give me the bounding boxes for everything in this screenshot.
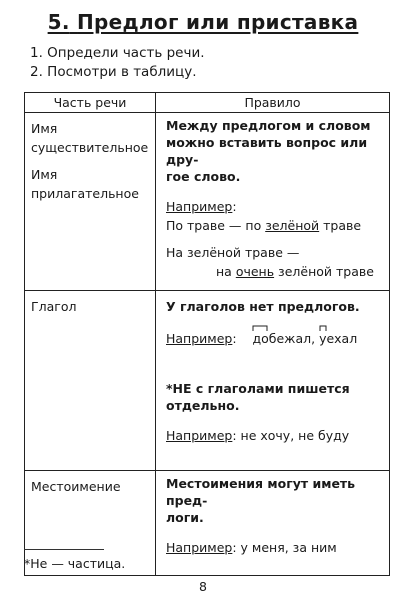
- page-title: [0, 10, 406, 34]
- example-ne: Например: не хочу, не буду: [166, 428, 350, 443]
- footnote-divider: [24, 549, 104, 550]
- footnote: *Не — частица.: [24, 556, 126, 571]
- part-cell-noun: [25, 113, 156, 291]
- note-ne-line1: *НЕ с глаголами пишется: [166, 381, 350, 396]
- note-ne-line2: отдельно.: [166, 398, 240, 413]
- rule-noun-line2: можно вставить вопрос или дру-: [166, 135, 368, 167]
- underlined-word: очень: [235, 264, 275, 279]
- example-noun-2-line2: на очень зелёной траве: [216, 264, 374, 279]
- rule-pronoun-line2: логи.: [166, 510, 204, 525]
- title-text: Предлог или приставка: [77, 10, 359, 34]
- example-pronoun: Например: у меня, за ним: [166, 540, 337, 555]
- prefix-mark-icon: [319, 325, 327, 332]
- instruction-item: 2. Посмотри в таблицу.: [30, 64, 197, 80]
- table-header-row: [25, 93, 390, 113]
- example-noun-2-line1: На зелёной траве —: [166, 245, 300, 260]
- rule-noun-line3: гое слово.: [166, 169, 241, 184]
- instructions-list: [30, 44, 205, 82]
- table-row-verb: [25, 291, 390, 471]
- rule-noun-line1: Между предлогом и словом: [166, 118, 371, 133]
- title-number: 5.: [47, 10, 70, 34]
- header-part-of-speech: Часть речи: [25, 93, 156, 113]
- page-number: 8: [199, 579, 207, 594]
- example-label-noun: Например:: [166, 199, 237, 214]
- table-row-noun-adjective: [25, 113, 390, 291]
- part-noun: Имя существительное: [31, 121, 149, 155]
- rule-cell-noun: [156, 113, 390, 291]
- part-cell-verb: [25, 291, 156, 471]
- part-adjective: Имя прилагательное: [31, 167, 139, 201]
- rule-pronoun-line1: Местоимения могут иметь пред-: [166, 476, 356, 508]
- example-noun-1: По траве — по зелёной траве: [166, 218, 362, 233]
- prefix-mark-word1: до: [252, 329, 268, 348]
- example-verb: Например: добежал, уехал: [166, 329, 383, 348]
- part-pronoun: Местоимение: [31, 479, 121, 494]
- underlined-word: зелёной: [265, 218, 320, 233]
- rule-cell-pronoun: [156, 471, 390, 576]
- instruction-item: 1. Определи часть речи.: [30, 45, 205, 61]
- part-verb: Глагол: [31, 299, 77, 314]
- rule-verb: У глаголов нет предлогов.: [166, 299, 360, 314]
- header-rule: Правило: [156, 93, 390, 113]
- prefix-mark-icon: [252, 325, 268, 332]
- prefix-mark-word2: у: [319, 329, 326, 348]
- rules-table: [24, 92, 390, 576]
- rule-cell-verb: [156, 291, 390, 471]
